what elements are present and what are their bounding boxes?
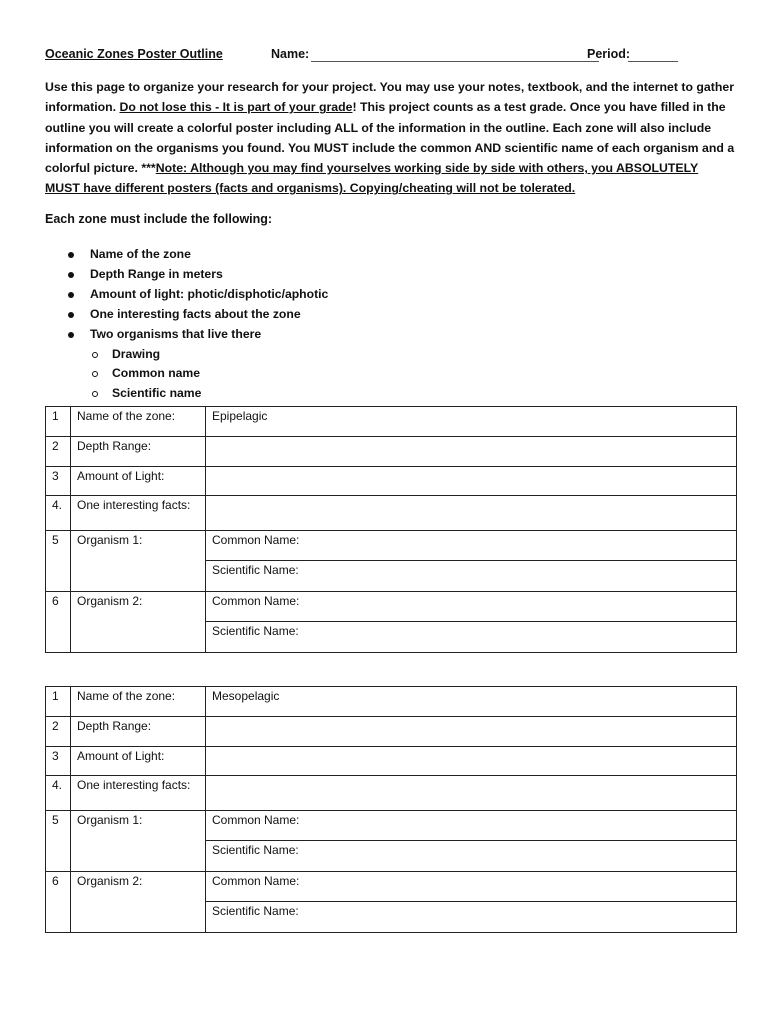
name-label: Name: [271, 47, 310, 61]
table-row [46, 811, 737, 841]
list-item: Common name [66, 364, 328, 384]
amount-of-light-field[interactable] [206, 747, 737, 776]
bullet-icon [68, 332, 74, 338]
list-item: Drawing [66, 345, 328, 365]
row-label: One interesting facts: [71, 496, 206, 531]
list-item: Name of the zone [66, 245, 328, 265]
row-number: 1 [46, 407, 71, 437]
period-field-line[interactable] [628, 61, 678, 62]
zone-table-mesopelagic [45, 686, 737, 933]
zone-name-field[interactable]: Epipelagic [206, 407, 737, 437]
row-label: Organism 2: [71, 592, 206, 653]
worksheet-title: Oceanic Zones Poster Outline [45, 47, 223, 61]
scientific-name-field[interactable]: Scientific Name: [206, 622, 737, 653]
table-row [46, 467, 737, 496]
row-number: 4. [46, 776, 71, 811]
list-item: Scientific name [66, 384, 328, 404]
circle-bullet-icon [92, 352, 98, 358]
interesting-facts-field[interactable] [206, 496, 737, 531]
bullet-icon [68, 252, 74, 258]
scientific-name-field[interactable]: Scientific Name: [206, 561, 737, 592]
row-label: Name of the zone: [71, 687, 206, 717]
row-label: One interesting facts: [71, 776, 206, 811]
requirements-list [66, 245, 328, 404]
common-name-field[interactable]: Common Name: [206, 811, 737, 841]
depth-range-field[interactable] [206, 717, 737, 747]
depth-range-field[interactable] [206, 437, 737, 467]
circle-bullet-icon [92, 391, 98, 397]
table-row [46, 717, 737, 747]
interesting-facts-field[interactable] [206, 776, 737, 811]
scientific-name-field[interactable]: Scientific Name: [206, 902, 737, 933]
row-label: Organism 2: [71, 872, 206, 933]
row-label: Depth Range: [71, 437, 206, 467]
organism-subitems [66, 345, 328, 405]
instructions-text-1: Use this page to organize your research for your project. You may use your notes, textbook, and the internet to gather information. [45, 80, 734, 115]
instructions-copying-note: Note: Although you may find yourselves working side by side with others, you ABSOLUTELY MUST have different posters (facts and organisms). Copying/cheating will not be tolerated. [45, 161, 699, 196]
instructions-paragraph [45, 77, 735, 199]
row-number: 5 [46, 531, 71, 592]
instructions-text-2: ! This project counts as a test grade. Once you have filled in the outline you will create a colorful poster including ALL of the information in the outline. Each zone will also include information on the organisms you found. You MUST include the common AND scientific name of each organism and a colorful picture. *** [45, 100, 735, 176]
table-row [46, 592, 737, 622]
table-row [46, 872, 737, 902]
table-row [46, 776, 737, 811]
zone-table-epipelagic [45, 406, 737, 653]
row-label: Name of the zone: [71, 407, 206, 437]
row-number: 3 [46, 467, 71, 496]
worksheet-header [45, 47, 735, 65]
row-label: Organism 1: [71, 811, 206, 872]
bullet-icon [68, 292, 74, 298]
row-number: 4. [46, 496, 71, 531]
row-number: 6 [46, 592, 71, 653]
instructions-grade-warning: Do not lose this - It is part of your grade [119, 100, 353, 115]
table-row [46, 531, 737, 561]
bullet-icon [68, 312, 74, 318]
table-row [46, 437, 737, 467]
row-number: 1 [46, 687, 71, 717]
list-item: Amount of light: photic/disphotic/aphotic [66, 285, 328, 305]
row-label: Amount of Light: [71, 467, 206, 496]
row-label: Organism 1: [71, 531, 206, 592]
common-name-field[interactable]: Common Name: [206, 872, 737, 902]
requirements-heading: Each zone must include the following: [45, 212, 273, 226]
common-name-field[interactable]: Common Name: [206, 531, 737, 561]
row-number: 6 [46, 872, 71, 933]
table-row [46, 407, 737, 437]
circle-bullet-icon [92, 371, 98, 377]
row-number: 5 [46, 811, 71, 872]
row-label: Amount of Light: [71, 747, 206, 776]
zone-name-field[interactable]: Mesopelagic [206, 687, 737, 717]
list-item: Depth Range in meters [66, 265, 328, 285]
scientific-name-field[interactable]: Scientific Name: [206, 841, 737, 872]
table-row [46, 687, 737, 717]
amount-of-light-field[interactable] [206, 467, 737, 496]
row-number: 2 [46, 717, 71, 747]
row-number: 3 [46, 747, 71, 776]
list-item: Two organisms that live there [66, 325, 328, 345]
common-name-field[interactable]: Common Name: [206, 592, 737, 622]
table-row [46, 747, 737, 776]
period-label: Period: [587, 47, 631, 61]
name-field-line[interactable] [311, 61, 599, 62]
list-item: One interesting facts about the zone [66, 305, 328, 325]
bullet-icon [68, 272, 74, 278]
row-number: 2 [46, 437, 71, 467]
row-label: Depth Range: [71, 717, 206, 747]
table-row [46, 496, 737, 531]
